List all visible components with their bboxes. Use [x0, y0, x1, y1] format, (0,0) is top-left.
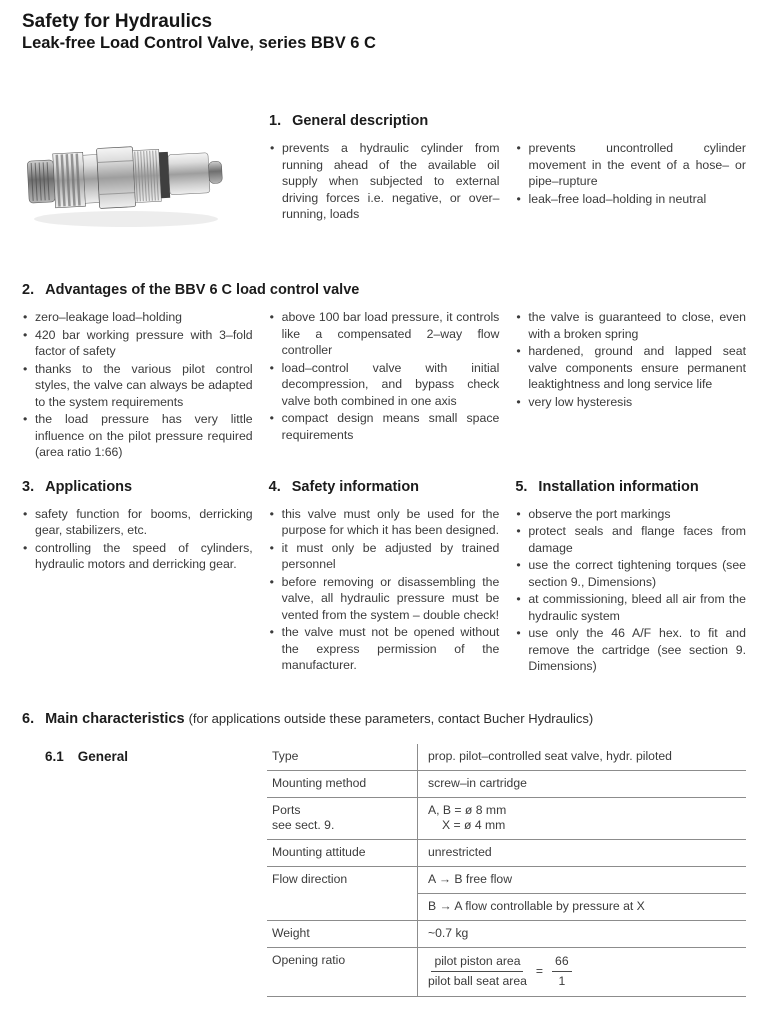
section-6-number: 6.: [22, 710, 35, 727]
ratio-fraction-result: [552, 954, 572, 989]
row-label: Mounting attitude: [272, 844, 366, 859]
safety-bullets: [269, 506, 500, 674]
row-value: screw–in cartridge: [417, 771, 746, 797]
section-5-heading: [515, 478, 746, 496]
ratio-equals-sign: =: [535, 963, 544, 978]
bullet-item: • prevents a hydraulic cylinder from running ahead of the available oil supply when subjected to external driving forces i.e. negative, or over–running, loads: [269, 140, 500, 223]
row-label: Type: [272, 748, 299, 763]
section-4-title: Safety information: [291, 478, 420, 495]
row-label: Opening ratio: [272, 952, 346, 967]
page-title: Safety for Hydraulics: [22, 11, 213, 32]
bullet-item: • thanks to the various pilot control styles, the valve can always be adapted to the system requirements: [22, 361, 253, 411]
bullet-item: • zero–leakage load–holding: [22, 309, 253, 326]
bullet-item: • protect seals and flange faces from damage: [515, 523, 746, 556]
table-row-mounting-method: [267, 771, 746, 798]
section-6-heading: [22, 710, 746, 728]
section-3-heading: [22, 478, 253, 496]
bullet-item: • the valve is guaranteed to close, even with a broken spring: [515, 309, 746, 342]
row-value: ~0.7 kg: [417, 921, 746, 947]
section-1-heading: [269, 112, 746, 130]
advantages-col2: [269, 309, 500, 462]
ratio-result-numerator: 66: [552, 954, 572, 972]
section-4-number: 4.: [268, 478, 281, 495]
row-value: [417, 867, 746, 920]
bullet-item: • very low hysteresis: [515, 394, 746, 411]
row-value: [417, 798, 746, 839]
general-description-columns: [269, 140, 746, 224]
bullet-item: • above 100 bar load pressure, it controls like a compensated 2–way flow controller: [269, 309, 500, 359]
bullet-item: • use only the 46 A/F hex. to fit and remove the cartridge (see section 9. Dimensions): [515, 625, 746, 675]
row-label: Flow direction: [272, 871, 348, 886]
ratio-numerator: pilot piston area: [431, 954, 523, 972]
row-label: Mounting method: [272, 775, 367, 790]
row-value: unrestricted: [417, 840, 746, 866]
section-safety-information: [269, 478, 500, 676]
subsection-6-1-title: General: [77, 748, 129, 764]
sections-3-4-5: [22, 478, 746, 676]
bullet-item: • this valve must only be used for the purpose for which it has been designed.: [269, 506, 500, 539]
section-main-characteristics: [22, 710, 746, 997]
section-3-number: 3.: [22, 478, 35, 495]
table-row-type: [267, 744, 746, 771]
bullet-item: • prevents uncontrolled cylinder movement in the event of a hose– or pipe–rupture: [516, 140, 747, 190]
row-label: Weight: [272, 925, 310, 940]
table-row-mounting-attitude: [267, 840, 746, 867]
applications-bullets: [22, 506, 253, 573]
table-row-ports: [267, 798, 746, 840]
section-general-description: [22, 112, 746, 243]
section-1-number: 1.: [269, 113, 282, 129]
ports-value-line1: A, B = ø 8 mm: [428, 802, 507, 817]
row-value: prop. pilot–controlled seat valve, hydr. piloted: [417, 744, 746, 770]
advantages-col1: [22, 309, 253, 462]
flow-value-line1: A → B free flow: [418, 867, 746, 894]
bullet-item: • 420 bar working pressure with 3–fold factor of safety: [22, 327, 253, 360]
bullet-item: • at commissioning, bleed all air from the hydraulic system: [515, 591, 746, 624]
bullet-item: • safety function for booms, derricking gear, stabilizers, etc.: [22, 506, 253, 539]
row-label-line1: Ports: [272, 802, 301, 817]
bullet-item: • controlling the speed of cylinders, hydraulic motors and derricking gear.: [22, 540, 253, 573]
bullet-item: • observe the port markings: [515, 506, 746, 523]
bullet-item: • load–control valve with initial decompression, and bypass check valve both combined in one axis: [269, 360, 500, 410]
general-bullets-col1: [269, 140, 500, 224]
row-label-line2: see sect. 9.: [272, 817, 335, 832]
table-row-weight: [267, 921, 746, 948]
product-photo: [22, 112, 253, 243]
section-2-number: 2.: [22, 282, 35, 298]
section-installation-information: [515, 478, 746, 676]
subsection-6-1-heading: [22, 744, 267, 997]
advantages-columns: [22, 309, 746, 462]
page-subtitle: Leak-free Load Control Valve, series BBV 6 C: [22, 34, 376, 52]
bullet-item: • it must only be adjusted by trained personnel: [269, 540, 500, 573]
bullet-item: • use the correct tightening torques (see section 9., Dimensions): [515, 557, 746, 590]
section-5-title: Installation information: [538, 478, 699, 495]
section-2-heading: [22, 281, 746, 299]
section-2-title: Advantages of the BBV 6 C load control valve: [45, 282, 360, 298]
row-label: [267, 798, 417, 839]
section-applications: [22, 478, 253, 676]
bullet-item: • leak–free load–holding in neutral: [516, 191, 747, 208]
section-3-title: Applications: [45, 478, 133, 495]
bullet-item: • before removing or disassembling the valve, all hydraulic pressure must be vented from the system – double check!: [269, 574, 500, 624]
section-4-heading: [269, 478, 500, 496]
bullet-item: • hardened, ground and lapped seat valve components ensure permanent leaktightness and long service life: [515, 343, 746, 393]
table-row-opening-ratio: [267, 948, 746, 997]
section-1-title: General description: [292, 113, 429, 129]
cartridge-valve-illustration: [22, 116, 234, 238]
page-header: [22, 10, 746, 54]
table-row-flow-direction: [267, 867, 746, 921]
general-description-content: [269, 112, 746, 243]
section-6-title: Main characteristics: [45, 710, 185, 727]
characteristics-table: [267, 744, 746, 997]
section-advantages: [22, 281, 746, 462]
ratio-denominator: pilot ball seat area: [428, 973, 527, 988]
section-6-note: (for applications outside these parameters, contact Bucher Hydraulics): [188, 710, 594, 726]
characteristics-general-row: [22, 744, 746, 997]
bullet-item: • compact design means small space requirements: [269, 410, 500, 443]
row-value: [417, 948, 746, 996]
installation-bullets: [515, 506, 746, 675]
ratio-fraction-areas: [428, 954, 527, 989]
ratio-result-denominator: 1: [558, 973, 566, 988]
subsection-6-1-number: 6.1: [45, 748, 64, 764]
flow-value-line2: B → A flow controllable by pressure at X: [428, 898, 645, 913]
bullet-item: • the load pressure has very little influence on the pilot pressure required (area ratio 1:66): [22, 411, 253, 461]
ports-value-line2: X = ø 4 mm: [442, 817, 506, 832]
general-bullets-col2: [516, 140, 747, 224]
bullet-item: • the valve must not be opened without the express permission of the manufacturer.: [269, 624, 500, 674]
advantages-col3: [515, 309, 746, 462]
section-5-number: 5.: [515, 478, 528, 495]
